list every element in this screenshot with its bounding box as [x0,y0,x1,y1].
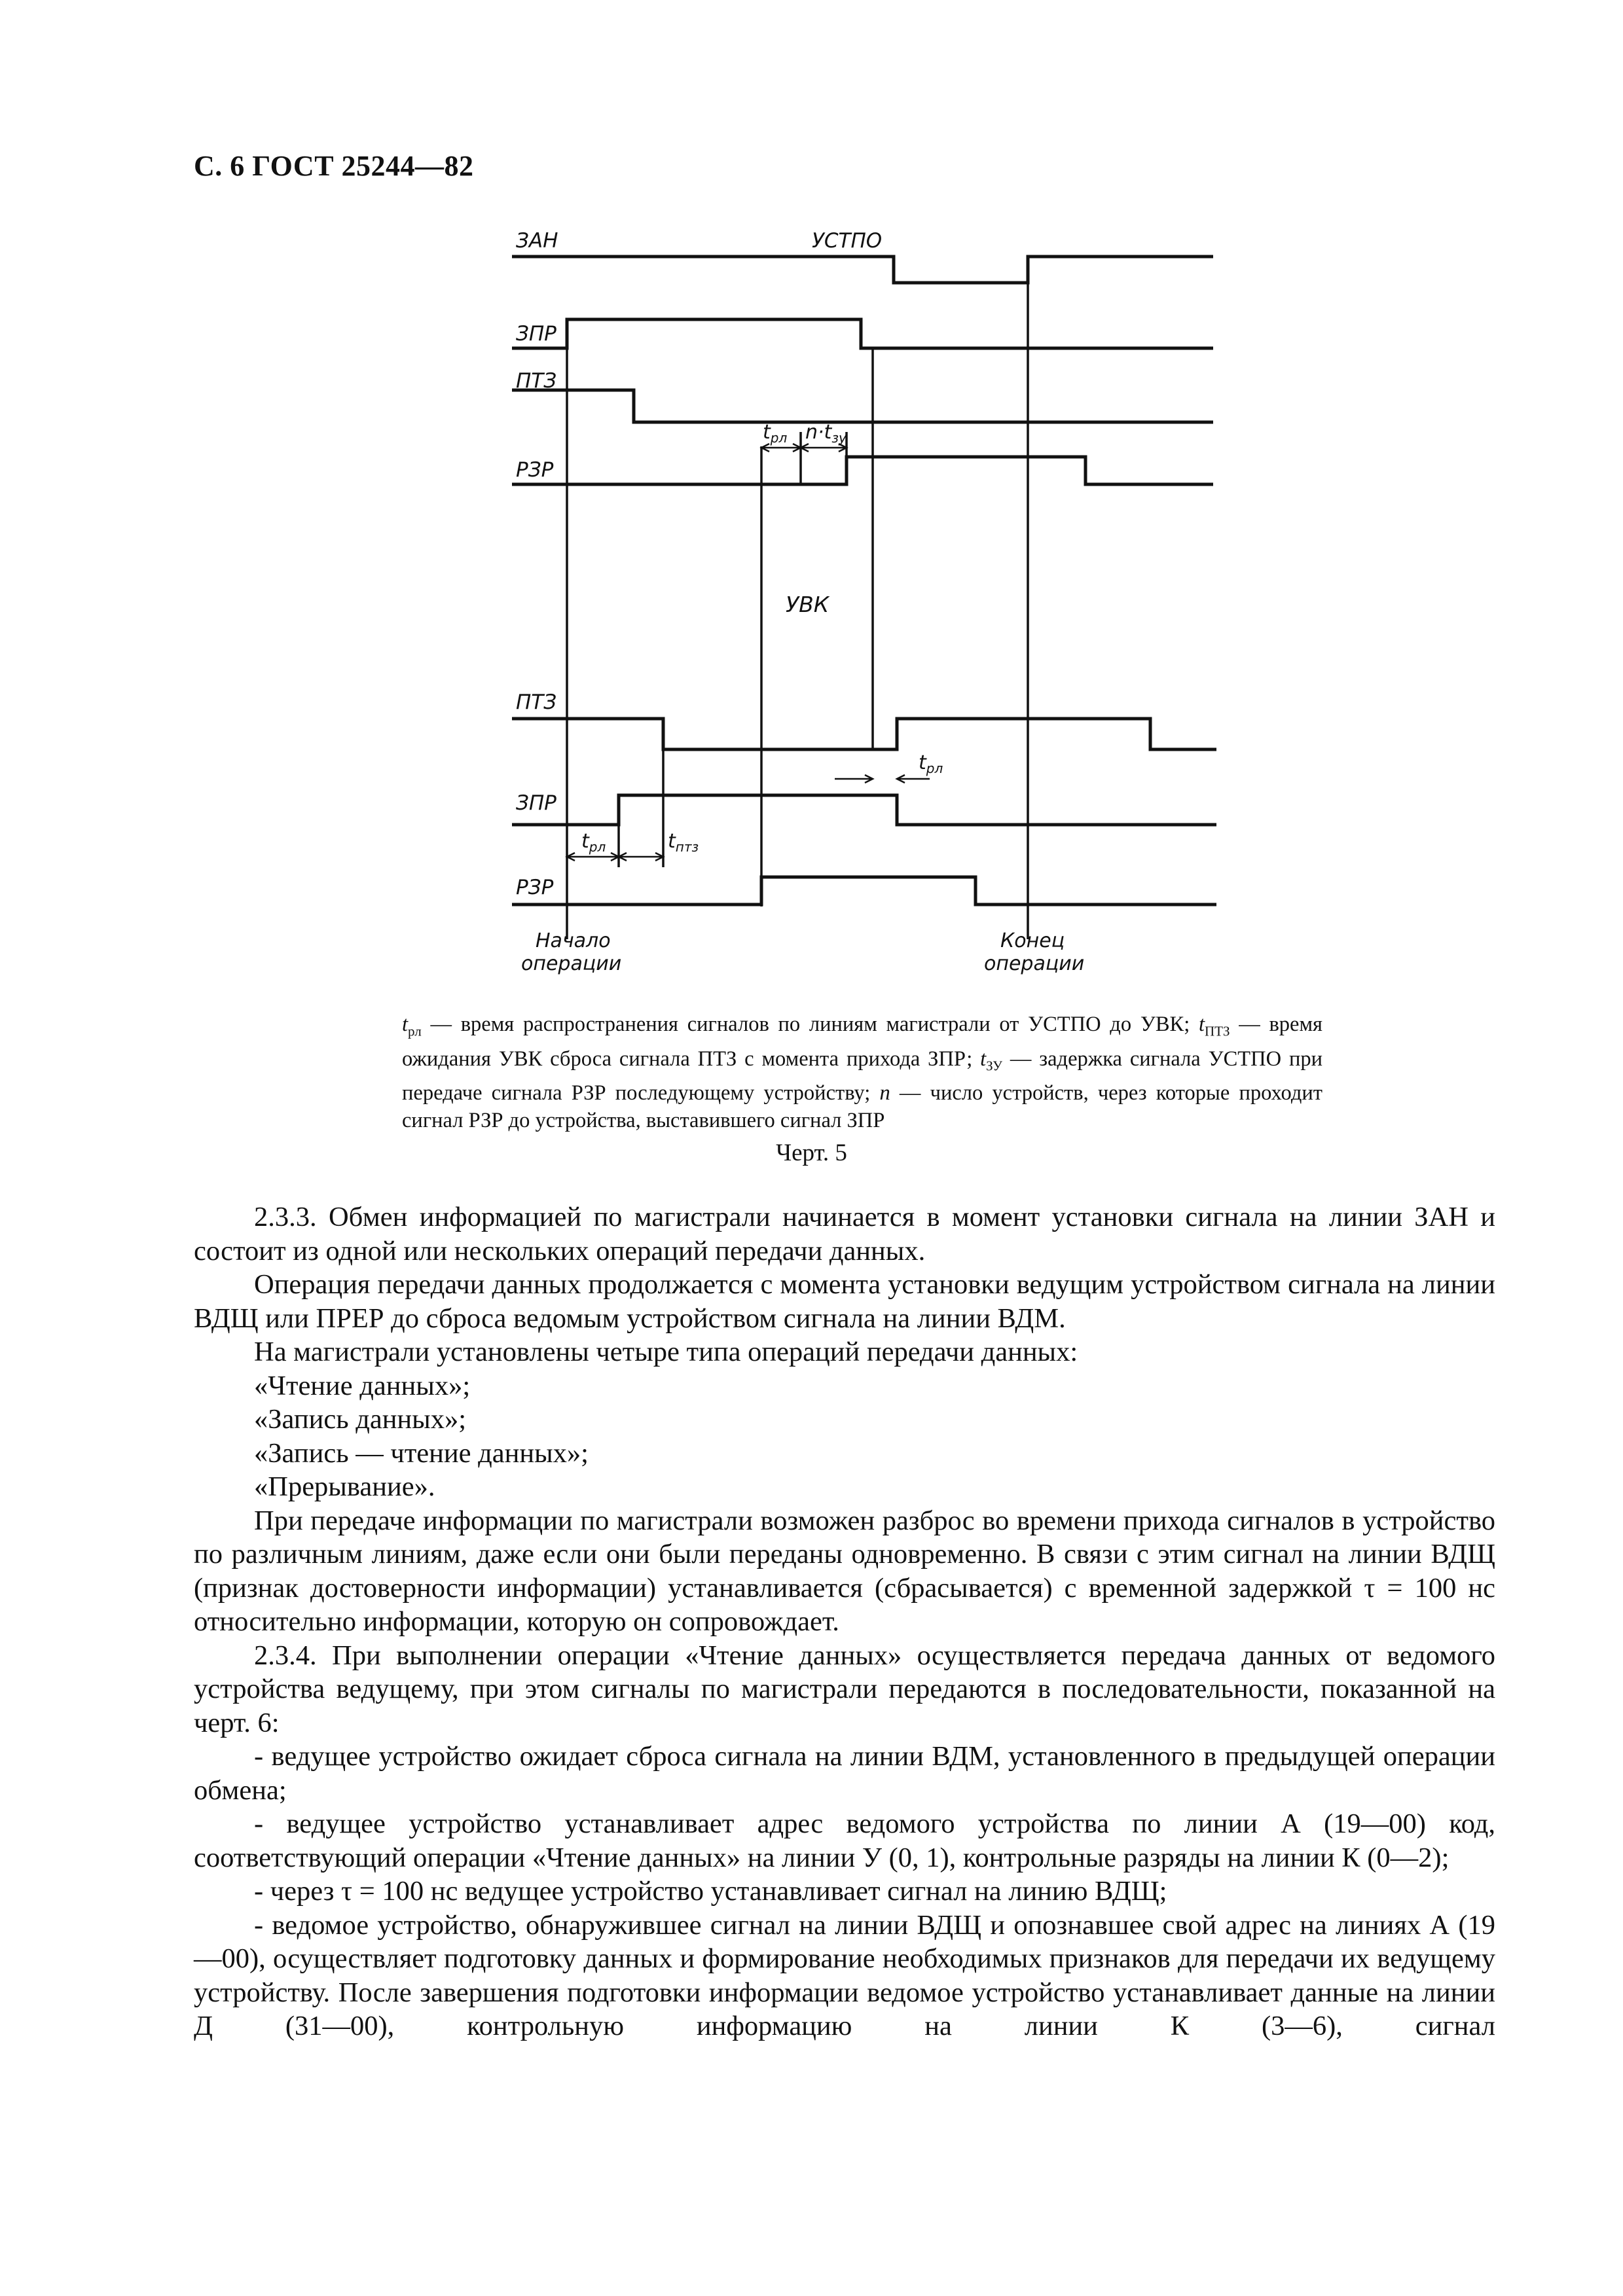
uvk-label: УВК [786,592,830,617]
arrow-tptz [619,853,663,861]
paragraph-types-intro: На магистрали установлены четыре типа операций передачи данных: [254,1336,1078,1367]
list-item-write-read: «Запись — чтение данных»; [254,1437,589,1469]
body-text [194,1200,1495,2043]
lower-zpr-label: ЗПР [516,791,556,815]
t-ptz-label: $t_{птз}$ [668,830,699,855]
t-ntzu-label: $n\cdot t_{зу}$ [805,421,847,446]
arrow-rl-mid [835,775,930,783]
upper-ptz-label: ПТЗ [516,369,557,393]
lower-rzr-label: РЗР [516,876,554,899]
start-label-2: операции [521,952,622,975]
list-item-interrupt: «Прерывание». [254,1471,435,1502]
t-rl-lower-label: $t_{рл}$ [581,830,606,855]
t-rl-upper-label: $t_{рл}$ [763,421,788,446]
upper-zpr-wave [512,319,1213,348]
end-label-1: Конец [1000,929,1065,952]
paragraph-2-3-4: 2.3.4. При выполнении операции «Чтение данных» осуществляется передача данных от ведомого устройства ведущему, при этом сигналы по магистрали передаются в последовательности, показанной на черт. 6: [194,1640,1495,1738]
paragraph-skew: При передаче информации по магистрали возможен разброс во времени прихода сигналов в устройство по различным линиям, даже если они были переданы одновременно. В связи с этим сигнал на линии ВДЩ (признак достоверности информации) устанавливается (сбрасывается) с временной задержкой τ = 100 нс относительно информации, которую он сопровождает. [194,1505,1495,1637]
upper-zpr-label: ЗПР [516,322,556,346]
figure-caption: Черт. 5 [776,1139,847,1166]
list-item-wait-vdm: - ведущее устройство ожидает сброса сигнала на линии ВДМ, установленного в предыдущей операции обмена; [194,1741,1495,1806]
list-item-set-vdsh: - через τ = 100 нс ведущее устройство устанавливает сигнал на линию ВДЩ; [254,1876,1167,1907]
zan-label: ЗАН [516,229,558,253]
list-item-read: «Чтение данных»; [254,1370,471,1401]
paragraph-2-3-3: 2.3.3. Обмен информацией по магистрали начинается в момент установки сигнала на линии ЗАН и состоит из одной или нескольких операций передачи данных. [194,1202,1495,1266]
page-header: С. 6 ГОСТ 25244—82 [194,150,474,182]
upper-ptz-wave [512,390,1213,422]
list-item-write: «Запись данных»; [254,1404,467,1435]
lower-ptz-label: ПТЗ [516,691,557,714]
lower-ptz-wave [512,719,1216,749]
upper-rzr-label: РЗР [516,458,554,482]
list-item-slave-prepare: - ведомое устройство, обнаружившее сигнал на линии ВДЩ и опознавшее свой адрес на линиях А (19—00), осуществляет подготовку данных и формирование необходимых признаков для передачи их ведущему устройству. После завершения подготовки информации ведомое устройство устанавливает данные на линии Д (31—00), контрольную информацию на линии К (3—6), сигнал [194,1909,1495,2041]
timing-diagram [0,0,1623,1001]
t-rl-mid-label: $t_{рл}$ [919,751,943,776]
end-label-2: операции [984,952,1085,975]
paragraph-operation: Операция передачи данных продолжается с момента установки ведущим устройством сигнала на линии ВДЩ или ПРЕР до сброса ведомым устройством сигнала на линии ВДМ. [194,1269,1495,1334]
start-label-1: Начало [536,929,611,952]
list-item-set-address: - ведущее устройство устанавливает адрес ведомого устройства по линии А (19—00) код, соответствующий операции «Чтение данных» на линии У (0, 1), контрольные разряды на линии К (0—2); [194,1808,1495,1873]
figure-legend: $t_{рл}$ — время распространения сигналов по линиям магистрали от УСТПО до УВК; $t_{ПТЗ}$ — время ожидания УВК сброса сигнала ПТЗ с момента прихода ЗПР; $t_{ЗУ}$ — задержка сигнала УСТПО при передаче сигнала РЗР последующему устройству; n — число устройств, через которые проходит сигнал РЗР до устройства, выставившего сигнал ЗПР [402,1013,1323,1132]
upper-rzr-wave [512,457,1213,484]
zan-ustpo-wave [512,257,1213,283]
lower-rzr-wave [512,877,1216,905]
ustpo-label: УСТПО [812,229,883,253]
